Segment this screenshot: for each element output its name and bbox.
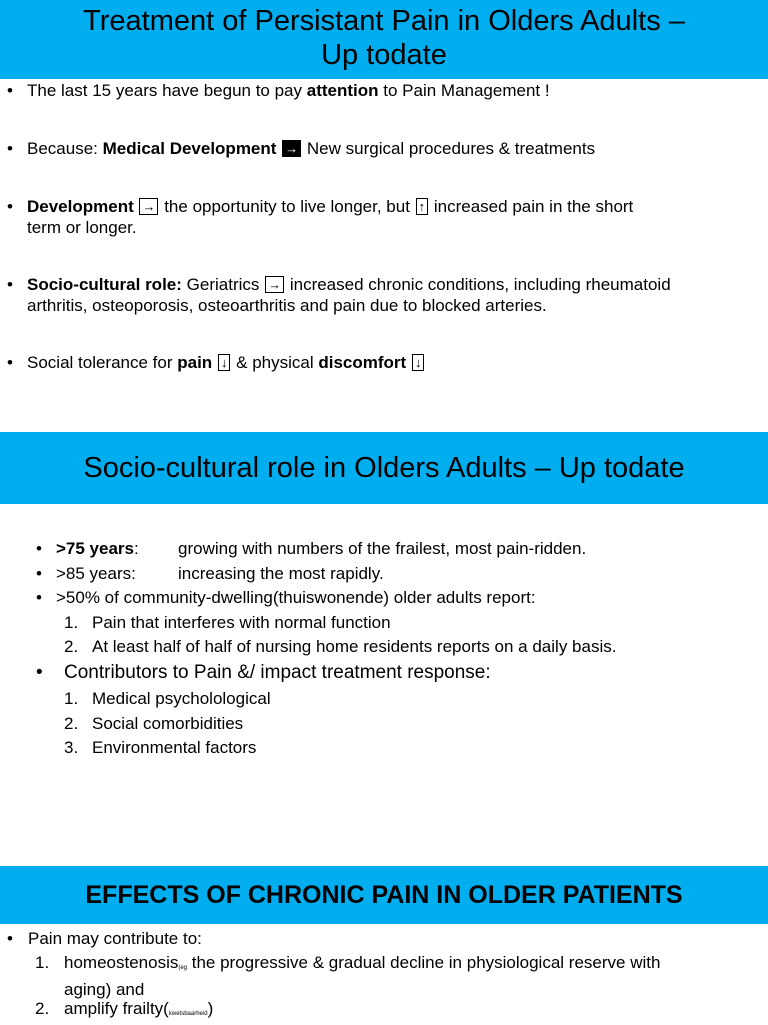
s2-item3: >50% of community-dwelling(thuiswonende) older adults report: xyxy=(56,588,536,607)
b2-pre: Because: xyxy=(27,139,103,158)
bullet-icon: • xyxy=(7,353,13,372)
s3-intro: Pain may contribute to: xyxy=(28,929,202,948)
slide2-title-banner xyxy=(0,432,768,504)
s2-item4-1: Medical psycholological xyxy=(92,689,271,708)
b2-bold: Medical Development xyxy=(102,139,277,158)
s2-item3-1: Pain that interferes with normal function xyxy=(92,613,391,632)
slide3-title: EFFECTS OF CHRONIC PAIN IN OLDER PATIENTS xyxy=(85,881,683,909)
s2-item1-text: growing with numbers of the frailest, most pain-ridden. xyxy=(178,539,587,558)
slide1-title-line1: Treatment of Persistant Pain in Olders Adults – xyxy=(83,5,685,37)
bullet-icon: • xyxy=(36,564,42,583)
s3-item2-sub: kwetsbaarheid xyxy=(168,1011,208,1017)
s3-item2 xyxy=(64,998,213,1025)
s2-item3-2: At least half of half of nursing home residents reports on a daily basis. xyxy=(92,637,617,656)
b4-bold: Socio-cultural role: xyxy=(27,275,182,294)
s2-item4-2: Social comorbidities xyxy=(92,714,244,733)
s2-item1-colon: : xyxy=(134,539,139,558)
b3-post: increased pain in the short xyxy=(429,197,634,216)
s2-num-2: 2. xyxy=(64,637,79,656)
slide3-title-banner xyxy=(0,866,768,924)
b5-pre: Social tolerance for xyxy=(27,353,178,372)
b3-bold: Development xyxy=(27,197,134,216)
s2-num-3b: 3. xyxy=(64,738,79,757)
s3-item1-line2: aging) and xyxy=(64,980,145,999)
b4-mid: Geriatrics xyxy=(181,275,265,294)
s3-item1 xyxy=(64,952,764,1000)
down-arrow-icon: ↓ xyxy=(218,354,231,371)
down-arrow-icon: ↓ xyxy=(412,354,425,371)
right-arrow-icon: → xyxy=(139,198,158,215)
s2-item1-bold: >75 years xyxy=(56,539,134,558)
b5-mid: & physical xyxy=(231,353,319,372)
s2-item1-label xyxy=(56,538,139,559)
b4-post: increased chronic conditions, including rheumatoid xyxy=(285,275,671,294)
s2-num-2b: 2. xyxy=(64,714,79,733)
s2-item2-text: increasing the most rapidly. xyxy=(178,564,384,583)
s2-num-1: 1. xyxy=(64,613,79,632)
s3-item2-pre: amplify frailty( xyxy=(64,999,169,1018)
s3-item1-sub: (eg xyxy=(178,965,188,971)
b5-bold2: discomfort xyxy=(318,353,407,372)
s2-item2-label: >85 years: xyxy=(56,564,136,583)
bullet-icon: • xyxy=(36,662,43,683)
b1-bold: attention xyxy=(306,81,379,100)
bullet-icon: • xyxy=(7,81,13,100)
up-arrow-icon: ↑ xyxy=(416,198,429,215)
slide1-title-line2: Up todate xyxy=(321,39,447,71)
s2-item4-3: Environmental factors xyxy=(92,738,257,757)
right-arrow-icon: → xyxy=(265,276,284,293)
b4-line2: arthritis, osteoporosis, osteoarthritis and pain due to blocked arteries. xyxy=(27,296,547,315)
bullet-icon: • xyxy=(36,588,42,607)
bullet-icon: • xyxy=(36,539,42,558)
bullet-icon: • xyxy=(7,139,13,158)
b3-mid: the opportunity to live longer, but xyxy=(159,197,415,216)
b2-post: New surgical procedures & treatments xyxy=(302,139,596,158)
bullet-icon: • xyxy=(7,275,13,294)
bullet-icon: • xyxy=(7,197,13,216)
slide2-title: Socio-cultural role in Olders Adults – Up todate xyxy=(83,452,685,484)
s2-num-1b: 1. xyxy=(64,689,79,708)
slide1-title-banner xyxy=(0,0,768,79)
b3-line2: term or longer. xyxy=(27,218,137,237)
right-arrow-icon: → xyxy=(282,140,301,157)
b1-post: to Pain Management ! xyxy=(378,81,550,100)
s3-item1-pre: homeostenosis xyxy=(64,953,179,972)
s3-num-1: 1. xyxy=(35,953,50,972)
s3-num-2: 2. xyxy=(35,999,50,1018)
s3-item2-post: ) xyxy=(207,999,214,1018)
bullet-icon: • xyxy=(7,929,13,948)
b1-pre: The last 15 years have begun to pay xyxy=(27,81,307,100)
s3-item1-post: the progressive & gradual decline in physiological reserve with xyxy=(187,953,661,972)
b5-bold1: pain xyxy=(177,353,213,372)
s2-item4: Contributors to Pain &/ impact treatment response: xyxy=(64,662,491,683)
